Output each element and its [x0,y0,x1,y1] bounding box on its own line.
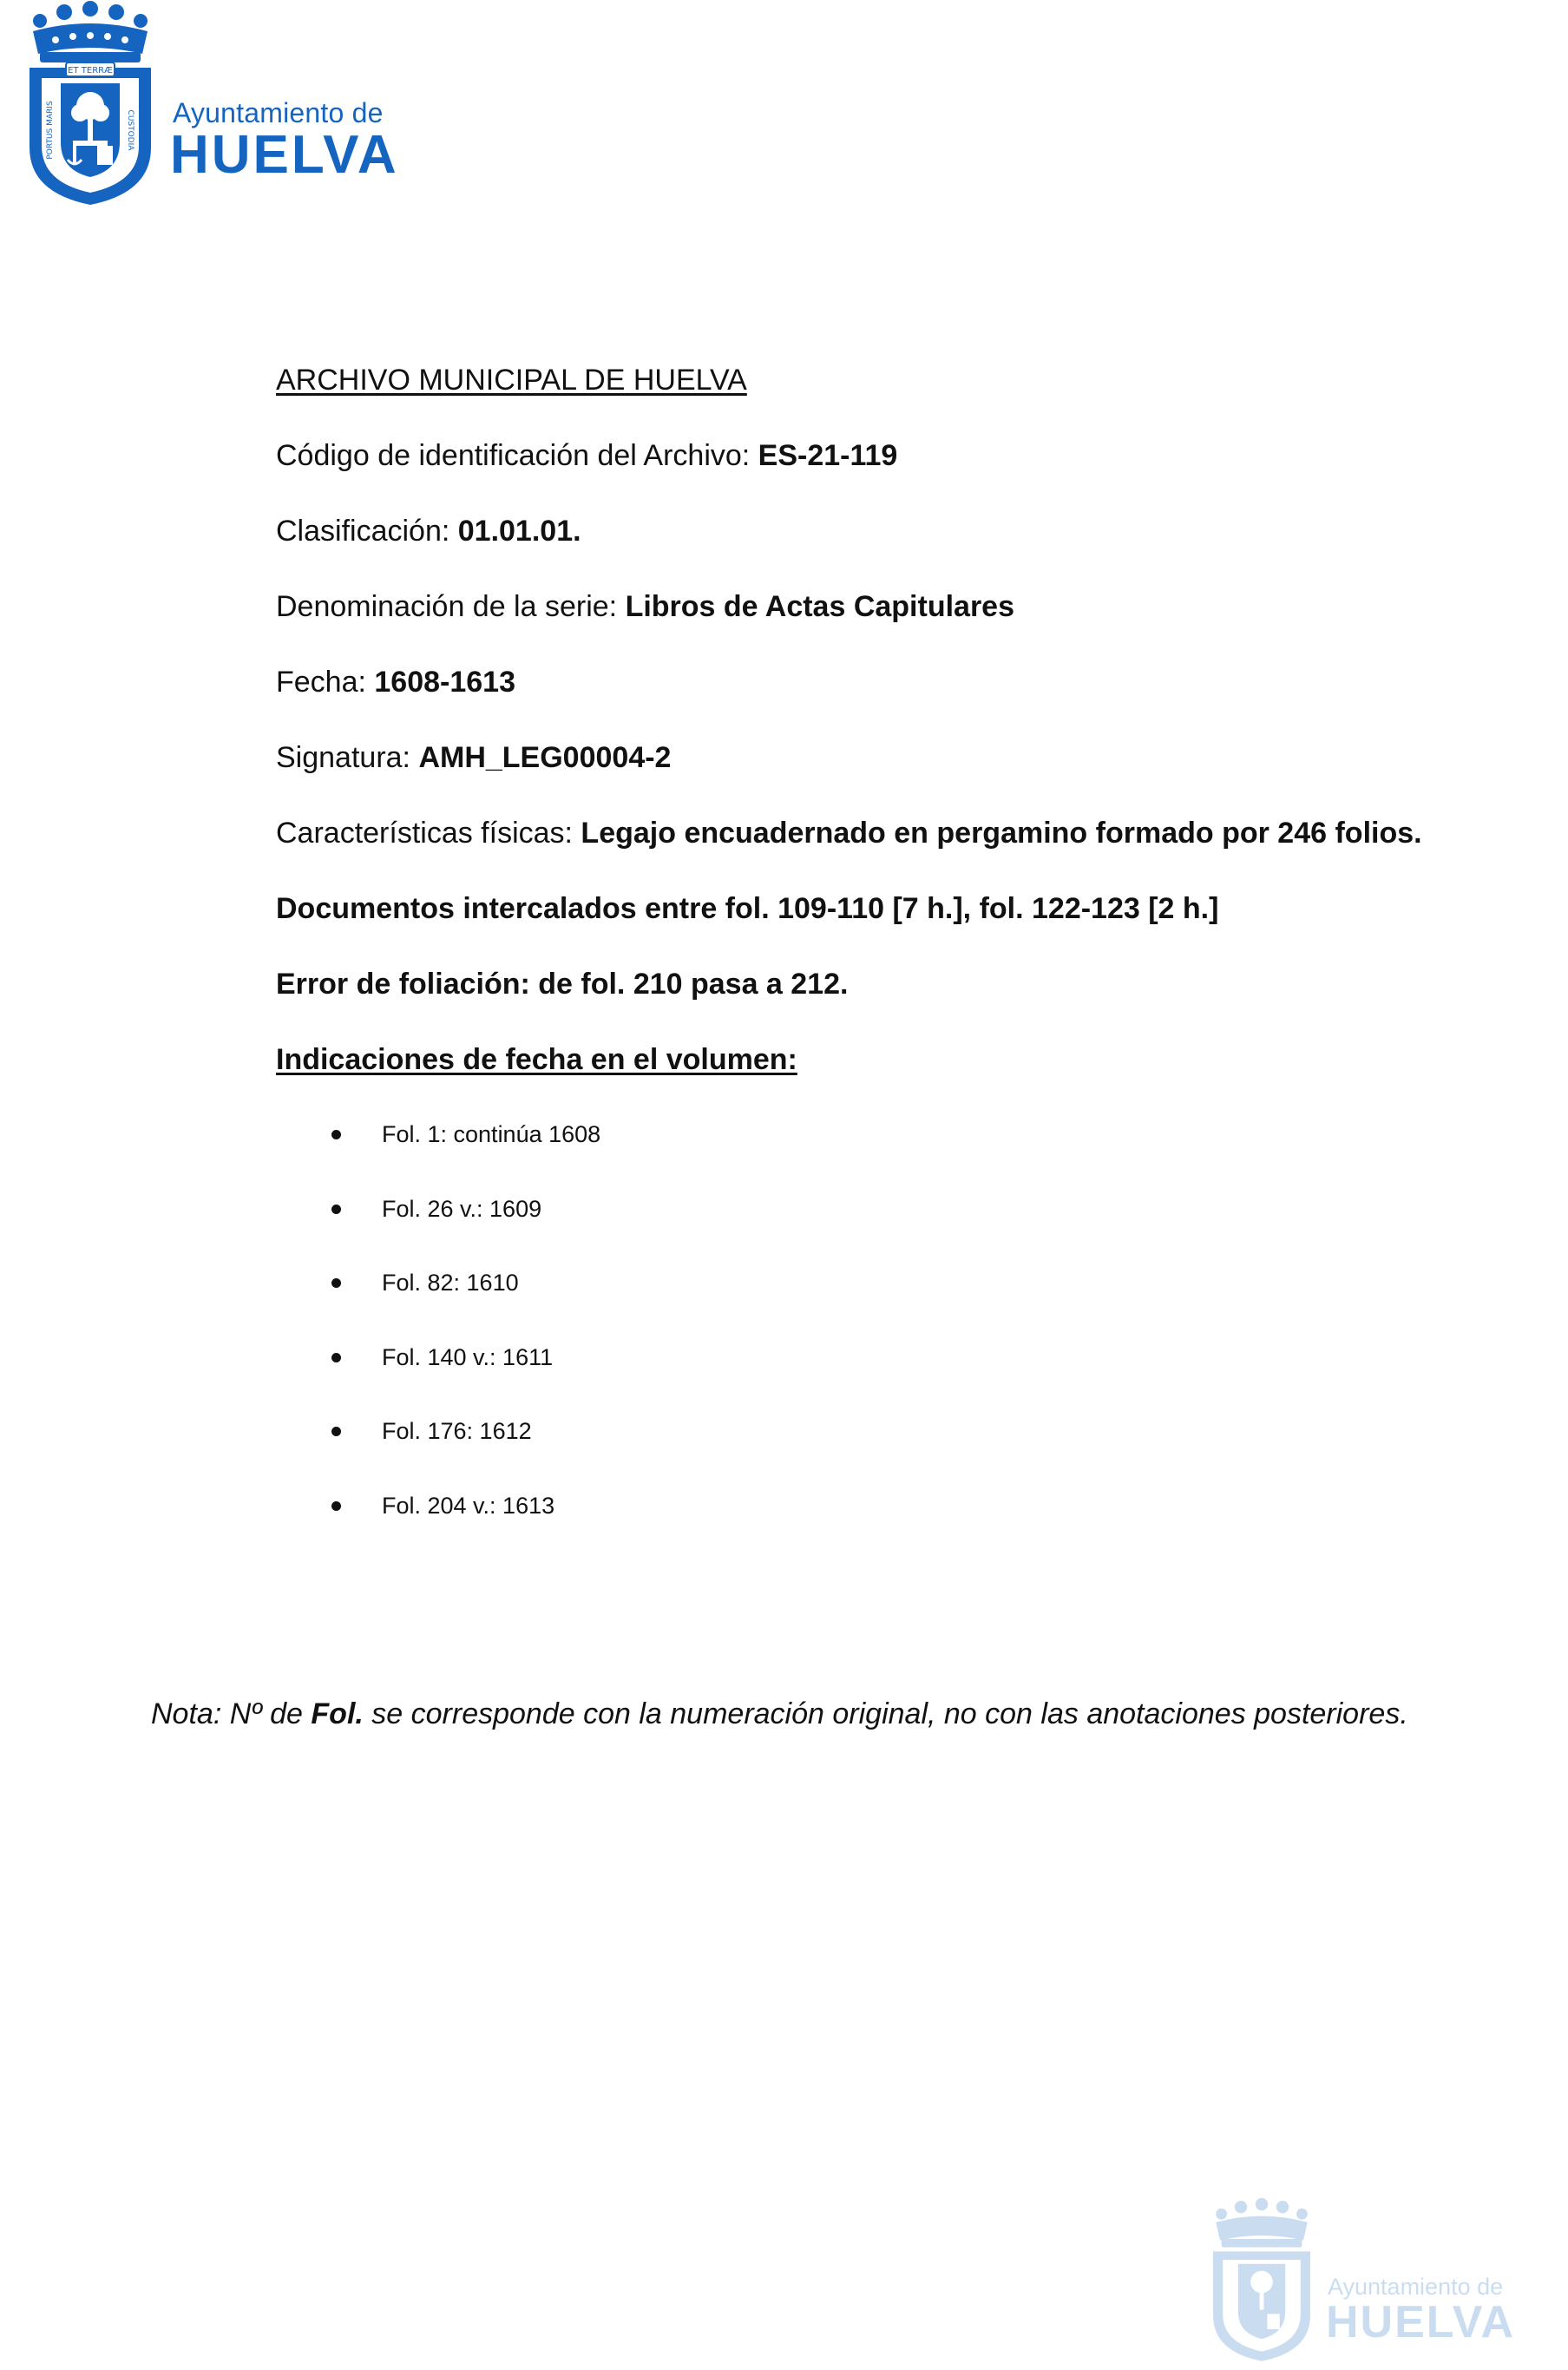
field-denominacion [276,589,1491,624]
watermark-logo [1206,2194,1553,2370]
error-foliacion-text: Error de foliación: de fol. 210 pasa a 212. [276,968,849,1001]
field-clasificacion [276,514,1491,548]
document-body [276,363,1491,1118]
nota-bold: Fol. [311,1697,364,1730]
bullet-dot-icon [331,1130,341,1139]
field-denominacion-label: Denominación de la serie: [276,590,626,623]
nota-suffix: se corresponde con la numeración original, no con las anotaciones posteriores. [363,1697,1408,1730]
svg-text:ET TERRÆ: ET TERRÆ [68,66,113,75]
bullet-dot-icon [331,1205,341,1214]
field-caracteristicas-label: Características físicas: [276,817,581,850]
field-codigo-label: Código de identificación del Archivo: [276,439,758,472]
logo-title: HUELVA [170,125,399,185]
field-codigo [276,438,1491,473]
field-signatura [276,740,1491,775]
list-item: Fol. 82: 1610 [331,1268,600,1297]
bullet-dot-icon [331,1427,341,1436]
field-caracteristicas-value: Legajo encuadernado en pergamino formado por 246 folios. [581,817,1422,850]
field-fecha-value: 1608-1613 [374,666,515,699]
logo-subtitle: Ayuntamiento de [173,97,384,128]
list-item: Fol. 1: continúa 1608 [331,1119,600,1149]
indicaciones-heading-line [276,1042,1491,1077]
field-fecha-label: Fecha: [276,666,375,699]
list-item: Fol. 204 v.: 1613 [331,1491,600,1520]
document-title-line [276,363,1491,397]
svg-text:PORTUS MARIS: PORTUS MARIS [46,101,55,160]
bullet-dot-icon [331,1278,341,1288]
watermark-subtitle: Ayuntamiento de [1328,2274,1504,2300]
field-fecha [276,665,1491,699]
field-denominacion-value: Libros de Actas Capitulares [625,590,1014,623]
document-title: ARCHIVO MUNICIPAL DE HUELVA [276,364,747,397]
field-signatura-label: Signatura: [276,741,419,774]
huelva-crest-icon [21,0,160,208]
nota-footnote [151,1697,1408,1731]
indicaciones-heading: Indicaciones de fecha en el volumen: [276,1043,797,1076]
watermark-title: HUELVA [1326,2297,1516,2347]
field-caracteristicas [276,816,1491,850]
field-codigo-value: ES-21-119 [758,439,898,472]
list-item: Fol. 176: 1612 [331,1416,600,1446]
field-clasificacion-label: Clasificación: [276,515,458,548]
bullet-dot-icon [331,1501,341,1511]
svg-text:CUSTODIA: CUSTODIA [126,109,134,151]
nota-prefix: Nota: Nº de [151,1697,312,1730]
huelva-crest-watermark-icon [1206,2194,1317,2367]
field-signatura-value: AMH_LEG00004-2 [418,741,672,774]
error-foliacion [276,967,1491,1001]
documentos-intercalados [276,891,1491,926]
list-item: Fol. 140 v.: 1611 [331,1343,600,1372]
header-logo [21,0,399,208]
list-item: Fol. 26 v.: 1609 [331,1194,600,1224]
field-clasificacion-value: 01.01.01. [457,515,581,548]
documentos-intercalados-text: Documentos intercalados entre fol. 109-110 [7 h.], fol. 122-123 [2 h.] [276,892,1219,925]
bullet-dot-icon [331,1353,341,1362]
indicaciones-list [331,1119,600,1565]
